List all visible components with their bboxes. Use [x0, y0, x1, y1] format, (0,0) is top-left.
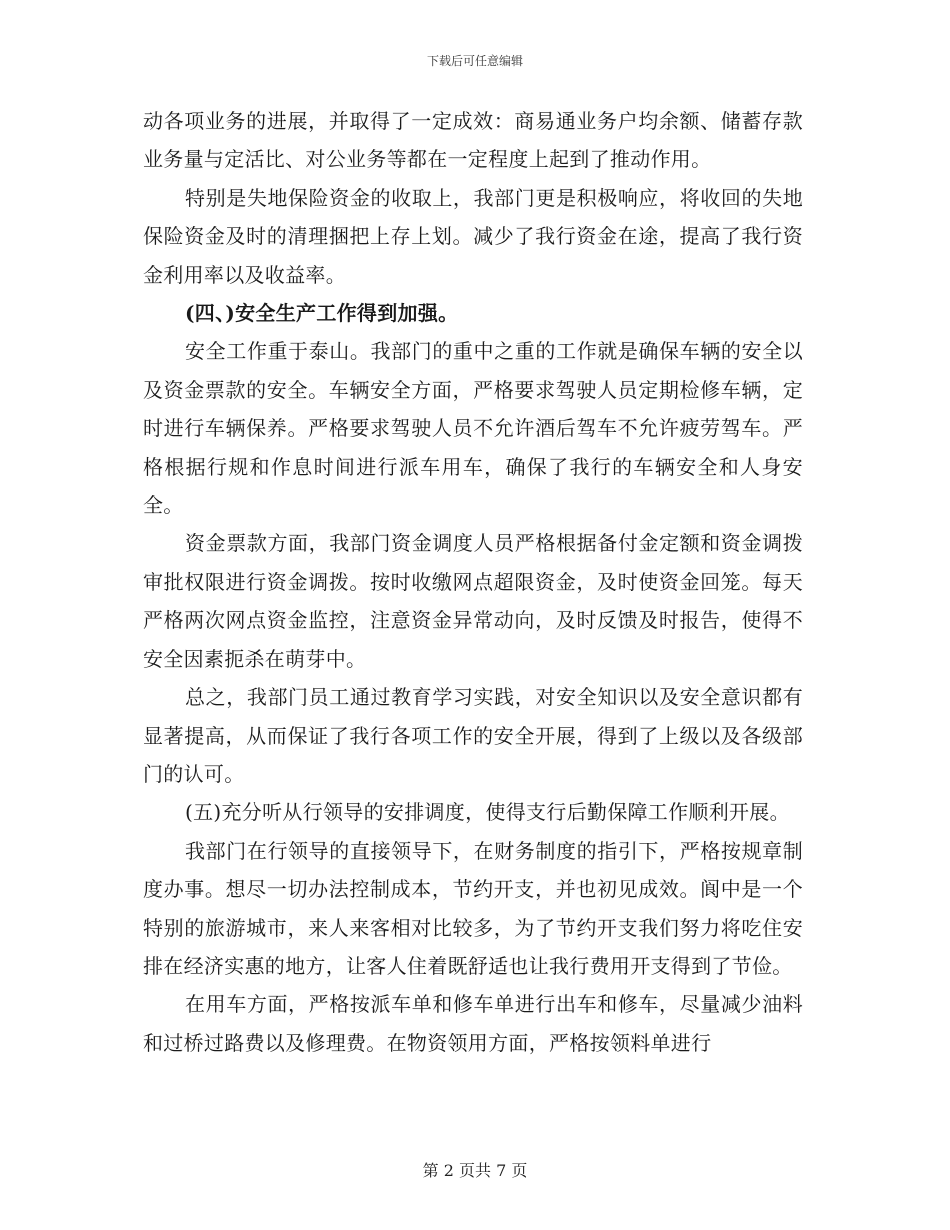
page-number: 第 2 页共 7 页	[422, 1161, 528, 1180]
paragraph-continuation: 动各项业务的进展，并取得了一定成效：商易通业务户均余额、储蓄存款业务量与定活比、对公业务等都在一定程度上起到了推动作用。	[143, 109, 803, 172]
paragraph-vehicle-use: 在用车方面，严格按派车单和修车单进行出车和修车，尽量减少油料和过桥过路费以及修理费。在物资领用方面，严格按领料单进行	[143, 992, 803, 1055]
paragraph-funds-safety: 资金票款方面，我部门资金调度人员严格根据备付金定额和资金调拨审批权限进行资金调拨。按时收缴网点超限资金，及时使资金回笼。每天严格两次网点资金监控，注意资金异常动向，及时反馈及时报告，使得不安全因素扼杀在萌芽中。	[143, 531, 803, 671]
document-body	[143, 102, 803, 1062]
paragraph-cost-control: 我部门在行领导的直接领导下，在财务制度的指引下，严格按规章制度办事。想尽一切办法控制成本，节约开支，并也初见成效。阆中是一个特别的旅游城市，来人来客相对比较多，为了节约开支我们努力将吃住安排在经济实惠的地方，让客人住着既舒适也让我行费用开支得到了节俭。	[143, 838, 803, 978]
section-heading-logistics: (五)充分听从行领导的安排调度，使得支行后勤保障工作顺利开展。	[185, 800, 790, 825]
paragraph-insurance-funds: 特别是失地保险资金的收取上，我部门更是积极响应，将收回的失地保险资金及时的清理捆把上存上划。减少了我行资金在途，提高了我行资金利用率以及收益率。	[143, 185, 803, 287]
section-heading-safety: (四、)安全生产工作得到加强。	[185, 301, 459, 326]
paragraph-vehicle-safety: 安全工作重于泰山。我部门的重中之重的工作就是确保车辆的安全以及资金票款的安全。车辆安全方面，严格要求驾驶人员定期检修车辆，定时进行车辆保养。严格要求驾驶人员不允许酒后驾车不允许疲劳驾车。严格根据行规和作息时间进行派车用车，确保了我行的车辆安全和人身安全。	[143, 339, 803, 518]
paragraph-summary: 总之，我部门员工通过教育学习实践，对安全知识以及安全意识都有显著提高，从而保证了我行各项工作的安全开展，得到了上级以及各级部门的认可。	[143, 685, 803, 786]
page-header: 下载后可任意编辑	[426, 54, 523, 68]
